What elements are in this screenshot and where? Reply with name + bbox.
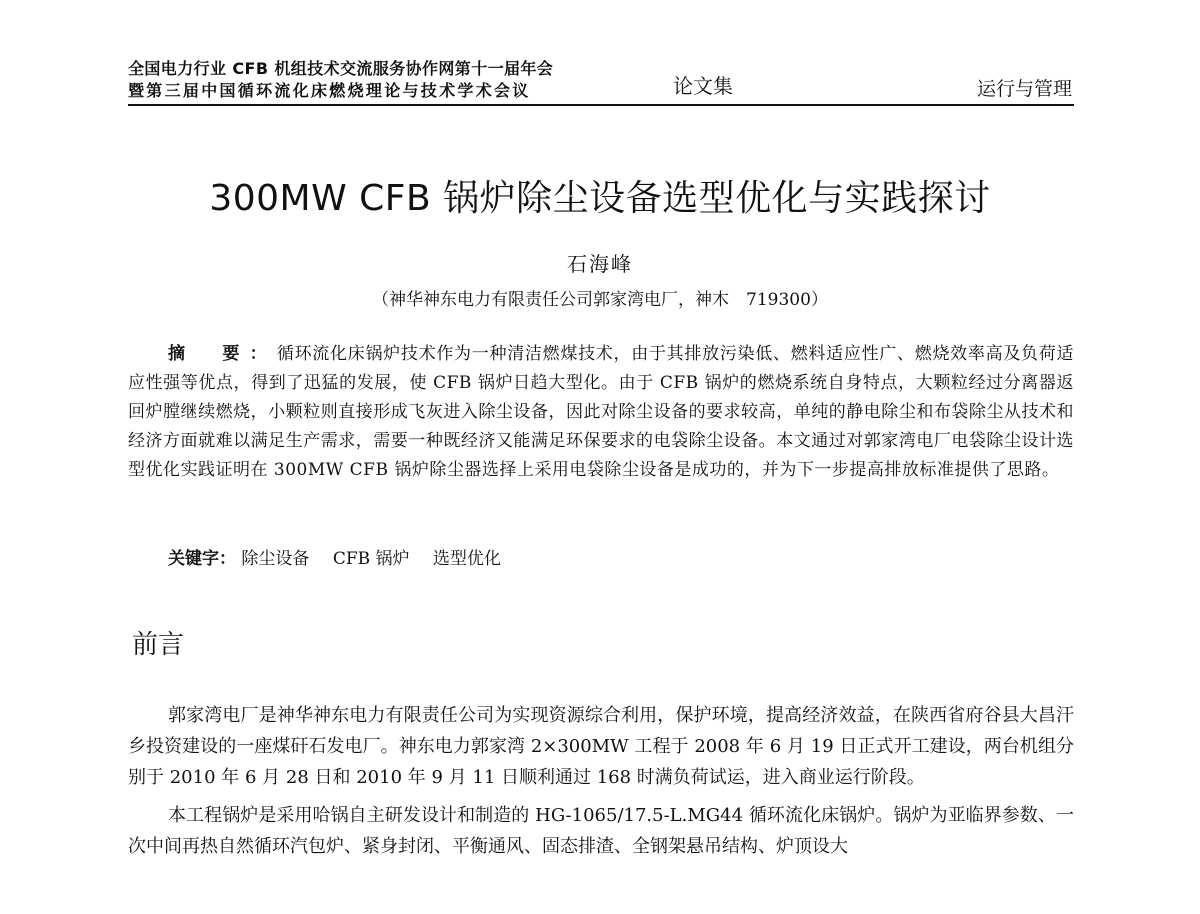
running-header: [128, 52, 1074, 107]
keyword: 选型优化: [432, 549, 501, 569]
conference-line-1: 全国电力行业 CFB 机组技术交流服务协作网第十一届年会: [128, 59, 554, 78]
paragraph: 郭家湾电厂是神华神东电力有限责任公司为实现资源综合利用，保护环境，提高经济效益，在陕西省府谷县大昌汗乡投资建设的一座煤矸石发电厂。神东电力郭家湾 2×300MW 工程于 2008 年 6 月 19 日正式开工建设，两台机组分别于 2010 年 6 月 28 日和 2010 年 9 月 11 日顺利通过 168 时满负荷试运，进入商业运行阶段。: [128, 705, 1074, 788]
section-heading: 前言: [132, 630, 185, 660]
keywords: [168, 544, 519, 569]
author-affiliation: （神华神东电力有限责任公司郭家湾电厂，神木 719300）: [372, 290, 828, 310]
keyword: CFB 锅炉: [332, 549, 410, 569]
conference-line-2: 暨第三届中国循环流化床燃烧理论与技术学术会议: [128, 81, 531, 100]
abstract: [128, 340, 1074, 485]
header-rule: [128, 104, 1074, 106]
paragraph: 本工程锅炉是采用哈锅自主研发设计和制造的 HG-1065/17.5-L.MG44 循环流化床锅炉。锅炉为亚临界参数、一次中间再热自然循环汽包炉、紧身封闭、平衡通风、固态排渣、全钢架悬吊结构、炉顶设大: [128, 805, 1074, 857]
keywords-label: 关键字：: [168, 549, 236, 569]
collection-label: 论文集: [673, 74, 733, 98]
paper-title: 300MW CFB 锅炉除尘设备选型优化与实践探讨: [209, 178, 991, 219]
body-text: [128, 700, 1074, 869]
abstract-label: 摘 要：: [168, 344, 277, 364]
abstract-text: 循环流化床锅炉技术作为一种清洁燃煤技术，由于其排放污染低、燃料适应性广、燃烧效率高及负荷适应性强等优点，得到了迅猛的发展，使 CFB 锅炉日趋大型化。由于 CFB 锅炉的燃烧系统自身特点，大颗粒经过分离器返回炉膛继续燃烧，小颗粒则直接形成飞灰进入除尘设备，因此对除尘设备的要求较高，单纯的静电除尘和布袋除尘从技术和经济方面就难以满足生产需求，需要一种既经济又能满足环保要求的电袋除尘设备。本文通过对郭家湾电厂电袋除尘设计选型优化实践证明在 300MW CFB 锅炉除尘器选择上采用电袋除尘设备是成功的，并为下一步提高排放标准提供了思路。: [128, 344, 1074, 480]
author-name: 石海峰: [567, 252, 633, 276]
keyword: 除尘设备: [241, 549, 310, 569]
conference-name: [128, 58, 553, 102]
section-label: 运行与管理: [976, 78, 1072, 100]
